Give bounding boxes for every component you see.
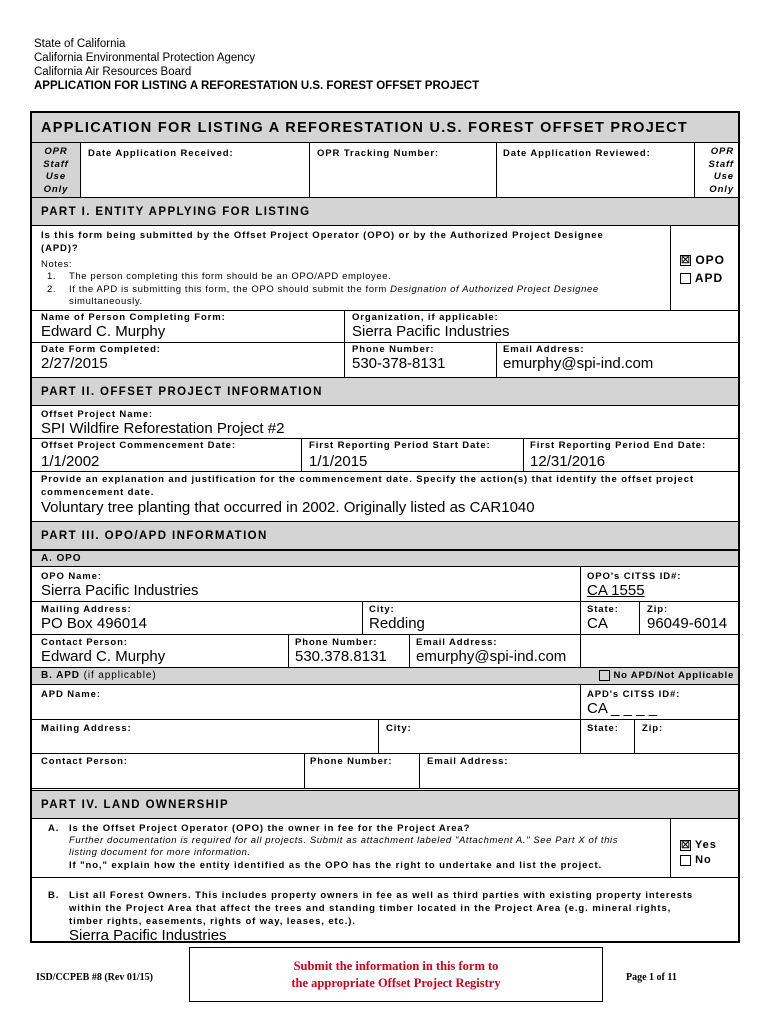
yes-option-label: Yes — [694, 839, 717, 851]
first-period-end-label: First Reporting Period End Date: — [530, 440, 707, 451]
divider — [639, 601, 640, 634]
note2-text-a: If the APD is submitting this form, the OPO should submit the form — [69, 284, 391, 295]
submit-notice-line1: Submit the information in this form to — [293, 959, 499, 973]
opo-citss-text: CA 1555 — [587, 582, 645, 599]
form-id: ISD/CCPEB #8 (Rev 01/15) — [36, 972, 153, 983]
part1-question: Is this form being submitted by the Offset Project Operator (OPO) or by the Authorized Project Designee — [41, 230, 604, 241]
divider — [301, 438, 302, 471]
apd-email-label: Email Address: — [427, 756, 509, 767]
divider — [362, 601, 363, 634]
commencement-explanation-label: Provide an explanation and justification for the commencement date. Specify the action(s) that identify the offset project — [41, 474, 694, 485]
note2-form-title: Designation of Authorized Project Designee — [390, 284, 599, 295]
divider — [32, 634, 738, 635]
header-line-title: APPLICATION FOR LISTING A REFORESTATION U.S. FOREST OFFSET PROJECT — [34, 80, 480, 92]
part4-a-if-no: If "no," explain how the entity identified as the OPO has the right to undertake and list the project. — [69, 860, 603, 871]
apd-checkbox[interactable] — [680, 273, 691, 284]
date-received-field[interactable] — [81, 161, 308, 195]
part4-a-instructions-cont: listing document for more information. — [69, 847, 251, 858]
apd-option-label: APD — [694, 271, 724, 285]
opo-contact-value[interactable]: Edward C. Murphy — [41, 648, 166, 665]
name-completing-value[interactable]: Edward C. Murphy — [41, 323, 166, 340]
apd-option[interactable] — [680, 271, 723, 285]
opo-option[interactable] — [680, 253, 725, 267]
organization-label: Organization, if applicable: — [352, 312, 499, 323]
no-apd-option[interactable] — [599, 670, 734, 681]
opo-email-label: Email Address: — [416, 637, 498, 648]
opo-name-label: OPO Name: — [41, 571, 102, 582]
divider — [32, 342, 738, 343]
divider — [32, 877, 738, 878]
part4-a-letter: A. — [48, 823, 60, 834]
tracking-number-field[interactable] — [310, 161, 495, 195]
opo-citss-label: OPO's CITSS ID#: — [587, 571, 682, 582]
document-header — [34, 37, 479, 93]
header-line-board: California Air Resources Board — [34, 66, 192, 78]
part4-b-question: List all Forest Owners. This includes property owners in fee as well as third parties with existing property interests — [69, 890, 694, 901]
date-reviewed-field[interactable] — [497, 161, 693, 195]
divider — [32, 719, 738, 720]
staff-right-text: Staff — [708, 158, 734, 170]
note2-text — [69, 284, 599, 295]
opo-subsection-header — [32, 550, 738, 567]
header-line-state: State of California — [34, 38, 126, 50]
first-period-end-value[interactable]: 12/31/2016 — [530, 453, 606, 470]
opo-mailing-label: Mailing Address: — [41, 604, 132, 615]
part4-b-question-cont2: timber rights, easements, rights of way, leases, etc.). — [69, 916, 356, 927]
apd-city-label: City: — [386, 723, 412, 734]
date-received-label: Date Application Received: — [88, 148, 234, 159]
opo-zip-value[interactable]: 96049-6014 — [647, 615, 728, 632]
opo-mailing-value[interactable]: PO Box 496014 — [41, 615, 147, 632]
opo-contact-label: Contact Person: — [41, 637, 128, 648]
form-title-bar — [32, 113, 738, 143]
divider — [32, 471, 738, 472]
divider — [32, 753, 738, 754]
divider — [419, 753, 420, 788]
no-checkbox[interactable] — [680, 855, 691, 866]
divider — [288, 634, 289, 667]
divider — [409, 634, 410, 667]
yes-option[interactable] — [680, 839, 717, 851]
divider — [670, 226, 671, 310]
notes-label: Notes: — [41, 259, 73, 270]
project-name-value[interactable]: SPI Wildfire Reforestation Project #2 — [41, 420, 285, 437]
divider — [344, 342, 345, 377]
note2-text-cont: simultaneously. — [69, 296, 143, 307]
no-option[interactable] — [680, 854, 712, 866]
staff-left-text: Staff — [43, 158, 69, 170]
opo-citss-value[interactable] — [587, 582, 645, 599]
part3-header — [32, 521, 738, 550]
apd-phone-label: Phone Number: — [310, 756, 393, 767]
no-apd-label: No APD/Not Applicable — [613, 670, 735, 682]
divider — [32, 788, 738, 789]
opo-subsection-title: A. OPO — [41, 553, 82, 564]
opo-city-label: City: — [369, 604, 395, 615]
first-period-start-label: First Reporting Period Start Date: — [309, 440, 491, 451]
opo-phone-label: Phone Number: — [295, 637, 378, 648]
staff-left-text: OPR — [44, 146, 68, 157]
commencement-date-value[interactable]: 1/1/2002 — [41, 453, 100, 470]
staff-right-text: Only — [709, 183, 734, 195]
note1-number: 1. — [47, 271, 57, 282]
divider — [670, 819, 671, 877]
date-completed-value[interactable]: 2/27/2015 — [41, 355, 108, 372]
part4-title: PART IV. LAND OWNERSHIP — [41, 799, 230, 811]
form-frame — [30, 111, 740, 943]
part4-header — [32, 790, 738, 819]
forest-owners-value[interactable]: Sierra Pacific Industries — [69, 927, 227, 944]
commencement-explanation-value[interactable]: Voluntary tree planting that occurred in 2002. Originally listed as CAR1040 — [41, 499, 535, 516]
tracking-number-label: OPR Tracking Number: — [317, 148, 439, 159]
opo-city-value[interactable]: Redding — [369, 615, 425, 632]
no-option-label: No — [695, 854, 712, 866]
apd-subsection-note: (if applicable) — [79, 670, 157, 681]
divider — [496, 342, 497, 377]
part4-b-question-cont: within the Project Area that affect the trees and standing timber located in the Project Area (e.g. mineral rights, — [69, 903, 672, 914]
opo-state-value[interactable]: CA — [587, 615, 608, 632]
divider — [344, 310, 345, 342]
apd-citss-label: APD's CITSS ID#: — [587, 689, 681, 700]
opo-option-label: OPO — [695, 253, 726, 267]
first-period-start-value[interactable]: 1/1/2015 — [309, 453, 368, 470]
divider — [304, 753, 305, 788]
opo-phone-value[interactable]: 530.378.8131 — [295, 648, 387, 665]
submit-notice-line2: the appropriate Offset Project Registry — [291, 976, 501, 990]
note1-text: The person completing this form should be an OPO/APD employee. — [69, 271, 392, 282]
header-line-agency: California Environmental Protection Agency — [34, 52, 256, 64]
email-label: Email Address: — [503, 344, 585, 355]
staff-use-right — [695, 143, 738, 197]
apd-zip-label: Zip: — [642, 723, 664, 734]
submit-notice-box — [189, 947, 603, 1002]
opo-email-value[interactable]: emurphy@spi-ind.com — [416, 648, 567, 665]
divider — [32, 438, 738, 439]
staff-right-text: OPR — [710, 146, 734, 157]
apd-name-field[interactable] — [33, 699, 579, 719]
apd-contact-label: Contact Person: — [41, 756, 128, 767]
opo-state-label: State: — [587, 604, 619, 615]
opo-zip-label: Zip: — [647, 604, 669, 615]
part4-a-instructions: Further documentation is required for all projects. Submit as attachment labeled "Attachment A." See Part X of this — [69, 835, 619, 846]
apd-subsection-title — [41, 670, 157, 681]
date-completed-label: Date Form Completed: — [41, 344, 161, 355]
name-completing-label: Name of Person Completing Form: — [41, 312, 226, 323]
part3-title: PART III. OPO/APD INFORMATION — [41, 530, 268, 542]
yes-checkbox[interactable]: ☒ — [681, 839, 691, 851]
part4-a-question: Is the Offset Project Operator (OPO) the owner in fee for the Project Area? — [69, 823, 471, 834]
divider — [32, 601, 738, 602]
staff-left-text: Only — [43, 183, 69, 195]
staff-right-text: Use — [713, 171, 734, 182]
phone-label: Phone Number: — [352, 344, 435, 355]
organization-value[interactable]: Sierra Pacific Industries — [352, 323, 510, 340]
part4-b-letter: B. — [48, 890, 60, 901]
phone-value[interactable]: 530-378-8131 — [352, 355, 446, 372]
note2-number: 2. — [47, 284, 57, 295]
staff-use-left — [32, 143, 80, 197]
opo-name-value[interactable]: Sierra Pacific Industries — [41, 582, 199, 599]
project-name-label: Offset Project Name: — [41, 409, 153, 420]
staff-left-text: Use — [45, 171, 67, 182]
commencement-date-label: Offset Project Commencement Date: — [41, 440, 236, 451]
no-apd-checkbox[interactable] — [599, 670, 610, 681]
part1-header — [32, 197, 738, 226]
apd-subsection-header — [32, 667, 738, 685]
form-title: APPLICATION FOR LISTING A REFORESTATION U.S. FOREST OFFSET PROJECT — [41, 120, 689, 136]
divider — [580, 567, 581, 667]
divider — [634, 719, 635, 753]
apd-citss-value[interactable]: CA _ _ _ _ — [587, 700, 658, 717]
apd-name-label: APD Name: — [41, 689, 101, 700]
part1-question-cont: (APD)? — [41, 243, 79, 254]
opo-checkbox[interactable]: ☒ — [681, 255, 691, 267]
part1-title: PART I. ENTITY APPLYING FOR LISTING — [41, 206, 311, 218]
page-number: Page 1 of 11 — [626, 972, 677, 983]
email-value[interactable]: emurphy@spi-ind.com — [503, 355, 654, 372]
date-reviewed-label: Date Application Reviewed: — [503, 148, 651, 159]
apd-subsection-letter: B. APD — [41, 670, 80, 681]
apd-mailing-label: Mailing Address: — [41, 723, 132, 734]
apd-state-label: State: — [587, 723, 619, 734]
commencement-explanation-label-cont: commencement date. — [41, 487, 155, 498]
divider — [523, 438, 524, 471]
part2-header — [32, 377, 738, 406]
part2-title: PART II. OFFSET PROJECT INFORMATION — [41, 386, 323, 398]
divider — [378, 719, 379, 753]
divider — [32, 310, 738, 311]
